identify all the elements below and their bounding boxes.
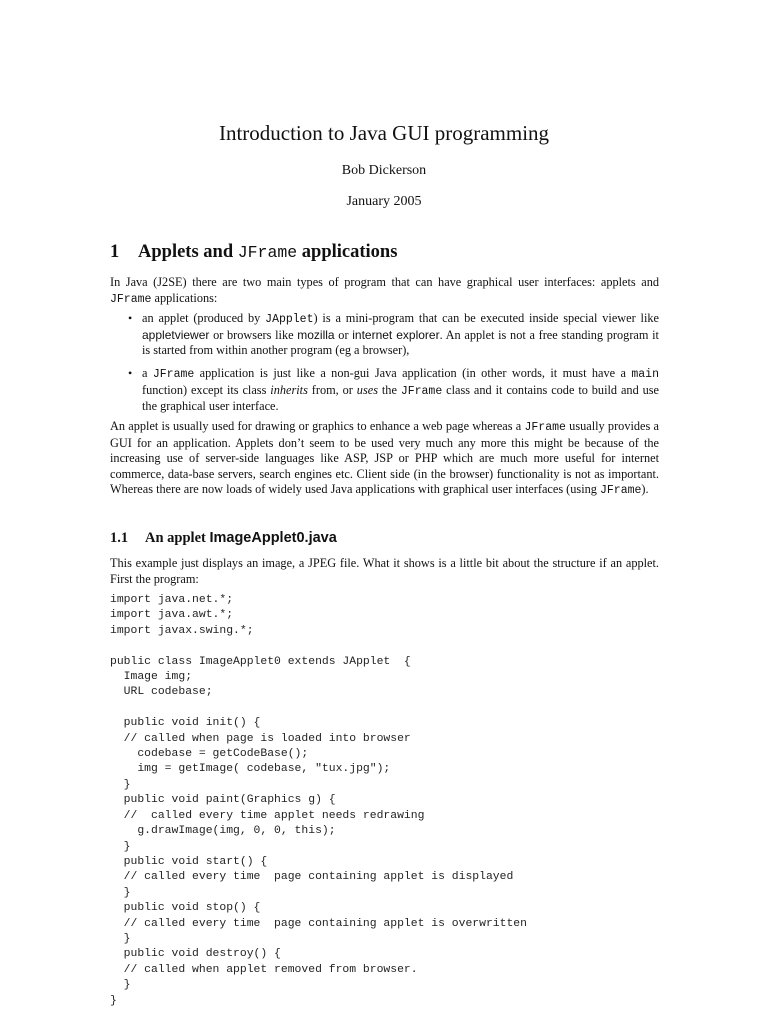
item2-emph-uses: uses: [356, 382, 378, 397]
section-1-title-part-b: applications: [297, 242, 398, 262]
intro-paragraph: [110, 275, 659, 307]
item2-code-1: JFrame: [152, 368, 195, 381]
item2-emph-inherits: inherits: [270, 382, 308, 397]
item2-text-1: a: [142, 366, 153, 380]
example-intro-paragraph: This example just displays an image, a JPEG file. What it shows is a little bit about the structure if an applet. First the program:: [110, 556, 659, 586]
item1-program-ie: internet explorer: [352, 327, 440, 342]
bullet-item-applet: [142, 311, 659, 359]
document-title: Introduction to Java GUI programming: [218, 121, 550, 145]
item1-code-1: JApplet: [265, 313, 314, 326]
para2-text-3: ).: [641, 482, 649, 496]
section-1-heading: [110, 240, 397, 265]
item2-text-6: class and it contains code to build and use the graphical user interface.: [142, 382, 660, 413]
intro-text-2: applications:: [151, 290, 218, 305]
item2-text-2: application is just like a non-gui Java application (in other words, it must have a: [194, 366, 632, 380]
item1-text-5: . An applet is not a free standing program it is started from within another program (eg a browser),: [142, 327, 659, 357]
item1-text-2: ) is a mini-program that can be executed inside special viewer like: [313, 311, 659, 325]
bullet-item-jframe: [142, 366, 659, 415]
item2-text-3: function) except its class: [142, 382, 271, 397]
code-listing: import java.net.*; import java.awt.*; import javax.swing.*; public class ImageApplet0 extends JApplet { Image img; URL codebase; public void init() { // called when page is loaded into browser codebase = getCodeBase(); img = getImage( codebase, "tux.jpg"); } public void paint(Graphics g) { // called every time applet needs redrawing g.drawImage(img, 0, 0, this); } public void start() { // called every time page containing applet is displayed } public void stop() { // called every time page containing applet is overwritten } public void destroy() { // called when applet removed from browser. } }: [110, 594, 527, 1007]
item1-program-appletviewer: appletviewer: [142, 327, 210, 342]
section-1-1-filename: ImageApplet0.java: [209, 530, 337, 546]
document-date: January 2005: [346, 194, 422, 209]
section-1-number: 1: [110, 242, 120, 262]
item1-program-mozilla: mozilla: [297, 327, 335, 342]
item2-code-2: main: [631, 368, 659, 381]
intro-text-1: In Java (J2SE) there are two main types of program that can have graphical user interfaces: applets and: [110, 275, 659, 289]
bullet-marker-1: •: [128, 311, 133, 325]
item1-text-4: or: [334, 327, 353, 342]
bullet-marker-2: •: [128, 366, 133, 380]
section-1-title-code: JFrame: [237, 243, 298, 262]
item1-text-1: an applet (produced by: [142, 311, 266, 325]
item2-text-4: from, or: [307, 382, 357, 397]
item2-text-5: the: [377, 382, 401, 397]
para2-text-1: An applet is usually used for drawing or graphics to enhance a web page whereas a: [110, 419, 525, 433]
section-1-1-number: 1.1: [110, 530, 129, 546]
document-author: Bob Dickerson: [341, 163, 427, 178]
item1-text-3: or browsers like: [209, 327, 298, 342]
section-1-1-heading: [110, 528, 337, 548]
intro-code-1: JFrame: [110, 292, 152, 306]
applet-vs-jframe-paragraph: [110, 419, 659, 499]
para2-code-2: JFrame: [600, 484, 642, 497]
section-1-1-title: An applet: [145, 530, 210, 546]
section-1-title-part-a: Applets and: [138, 242, 238, 262]
item2-code-3: JFrame: [400, 384, 443, 398]
para2-code-1: JFrame: [524, 421, 566, 434]
para2-text-2: usually provides a GUI for an application. Applets don’t seem to be used very much any more this might be because of the increasing use of server-side languages like ASP, JSP or PHP which are much more useful for internet commerce, data-base servers, search engines etc. Client side (in the browser) functionality is not as important. Whereas there are now loads of widely used Java applications with graphical user interfaces (using: [110, 419, 659, 496]
